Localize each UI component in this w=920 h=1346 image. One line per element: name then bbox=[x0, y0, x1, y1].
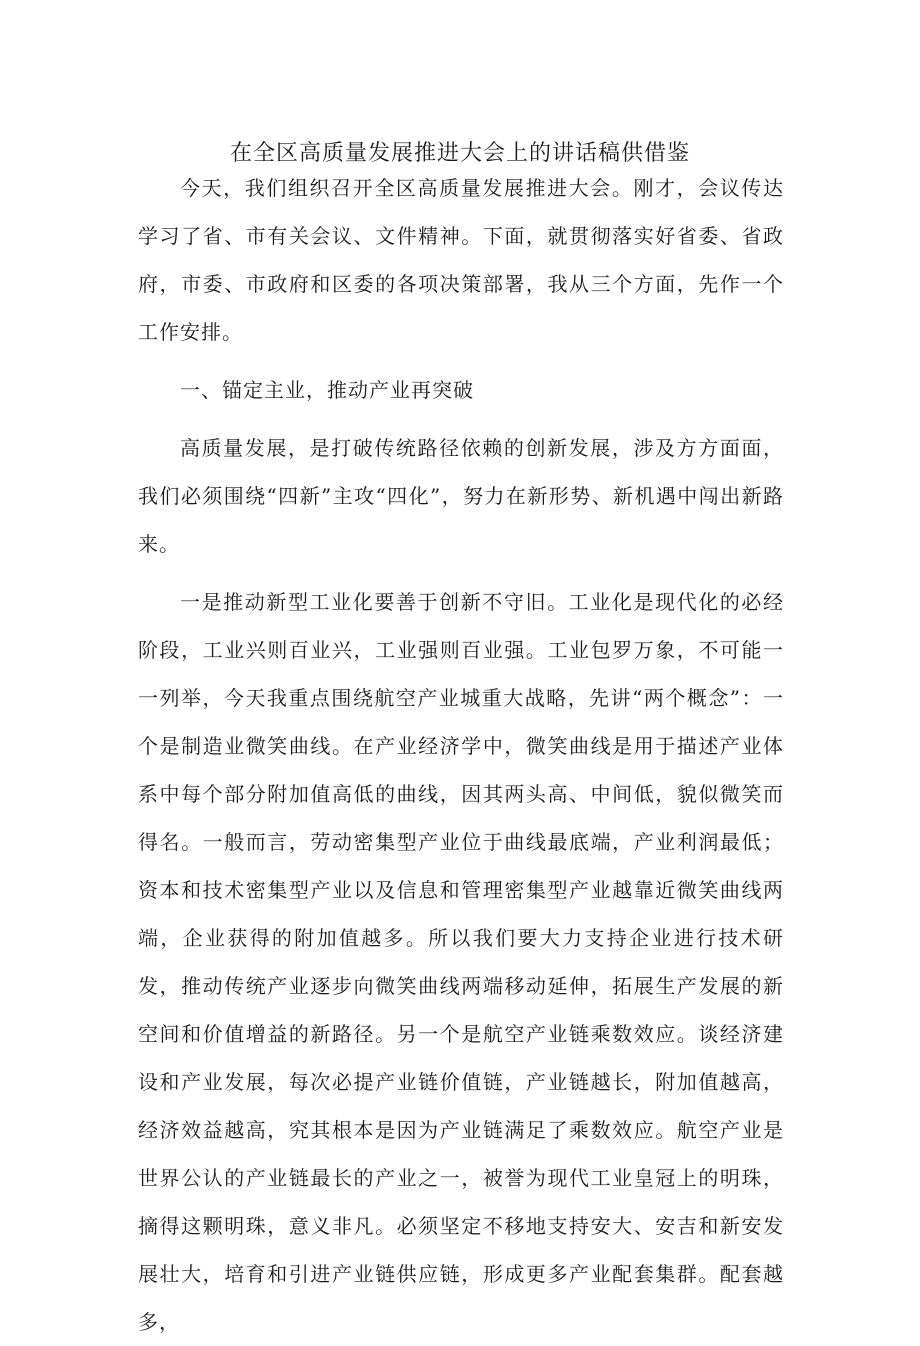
section-heading-1: 一、锚定主业，推动产业再突破 bbox=[180, 378, 474, 402]
paragraph-opening: 今天，我们组织召开全区高质量发展推进大会。刚才，会议传达学习了省、市有关会议、文件精神。下面，就贯彻落实好省委、省政府，市委、市政府和区委的各项决策部署，我从三个方面，先作一个工作安排。 bbox=[138, 176, 784, 344]
paragraph-high-quality-development: 高质量发展，是打破传统路径依赖的创新发展，涉及方方面面，我们必须围绕“四新”主攻“四化”，努力在新形势、新机遇中闯出新路来。 bbox=[138, 436, 784, 556]
document-title: 在全区高质量发展推进大会上的讲话稿供借鉴 bbox=[229, 141, 690, 166]
document-body bbox=[138, 164, 784, 1346]
paragraph-new-industrialization: 一是推动新型工业化要善于创新不守旧。工业化是现代化的必经阶段，工业兴则百业兴，工业强则百业强。工业包罗万象，不可能一一列举，今天我重点围绕航空产业城重大战略，先讲“两个概念”：一个是制造业微笑曲线。在产业经济学中，微笑曲线是用于描述产业体系中每个部分附加值高低的曲线，因其两头高、中间低，貌似微笑而得名。一般而言，劳动密集型产业位于曲线最底端，产业利润最低；资本和技术密集型产业以及信息和管理密集型产业越靠近微笑曲线两端，企业获得的附加值越多。所以我们要大力支持企业进行技术研发，推动传统产业逐步向微笑曲线两端移动延伸，拓展生产发展的新空间和价值增益的新路径。另一个是航空产业链乘数效应。谈经济建设和产业发展，每次必提产业链价值链，产业链越长，附加值越高，经济效益越高，究其根本是因为产业链满足了乘数效应。航空产业是世界公认的产业链最长的产业之一，被誉为现代工业皇冠上的明珠，摘得这颗明珠，意义非凡。必须坚定不移地支持安大、安吉和新安发展壮大，培育和引进产业链供应链，形成更多产业配套集群。配套越多， bbox=[138, 590, 784, 1334]
